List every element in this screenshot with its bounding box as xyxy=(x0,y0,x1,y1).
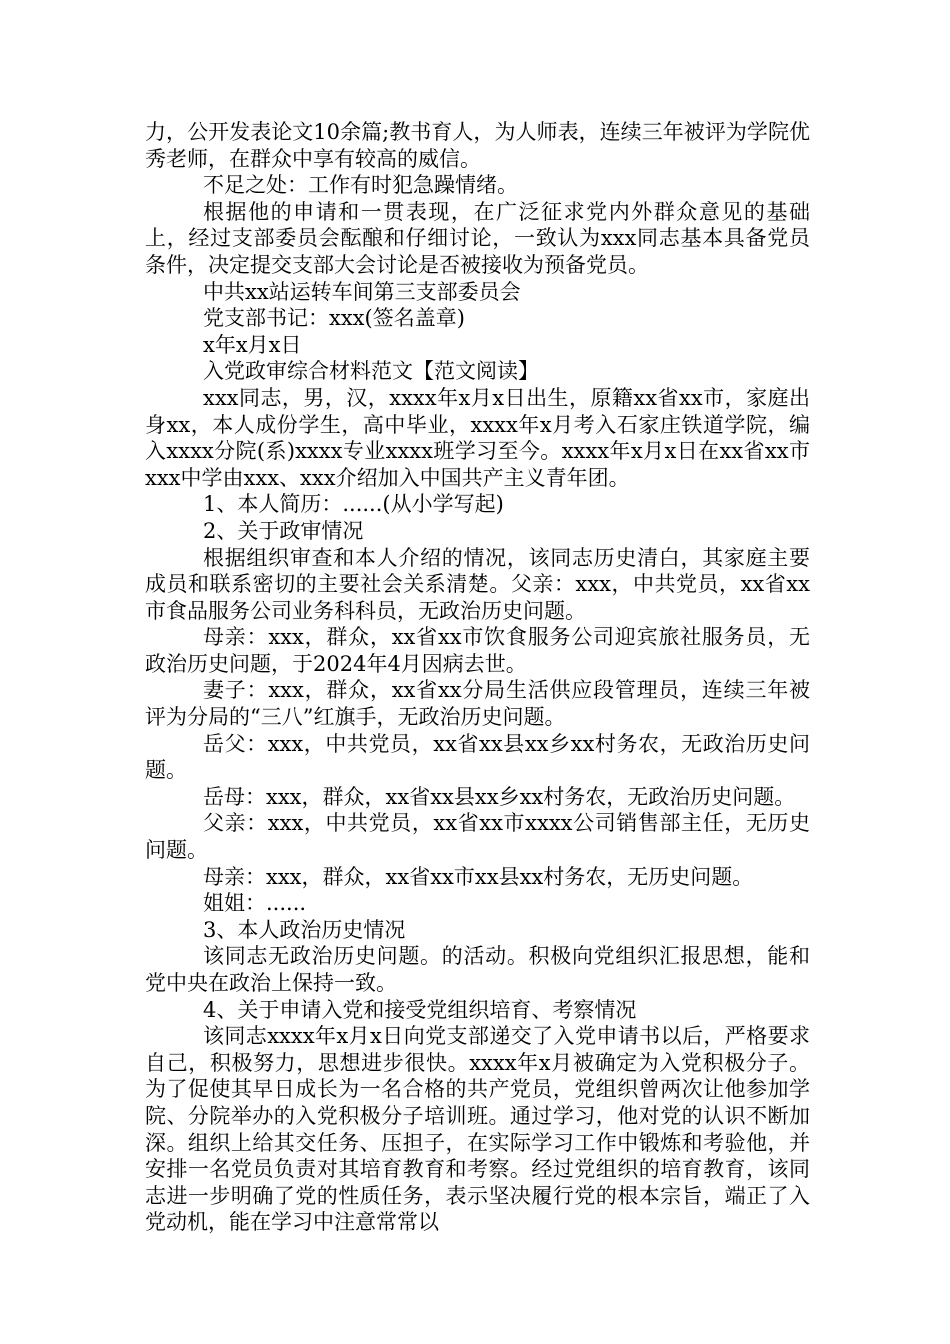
paragraph-continuation: 力，公开发表论文10余篇;教书育人，为人师表，连续三年被评为学院优秀老师，在群众中享有较高的威信。 xyxy=(145,120,810,171)
committee-name: 中共xx站运转车间第三支部委员会 xyxy=(203,279,521,304)
family-sister: 姐姐：...... xyxy=(203,891,307,916)
family-father-in-law: 岳父：xxx，中共党员，xx省xx县xx乡xx村务农，无政治历史问题。 xyxy=(145,731,810,783)
family-mother: 母亲：xxx，群众，xx省xx市饮食服务公司迎宾旅社服务员，无政治历史问题，于2024年4月因病去世。 xyxy=(145,625,810,676)
paragraph-review-result: 根据组织审查和本人介绍的情况，该同志历史清白，其家庭主要成员和联系密切的主要社会关系清楚。父亲：xxx，中共党员，xx省xx市食品服务公司业务科科员，无政治历史问题。 xyxy=(145,545,810,623)
item-political-history: 3、本人政治历史情况 xyxy=(203,917,406,942)
paragraph-decision: 根据他的申请和一贯表现，在广泛征求党内外群众意见的基础上，经过支部委员会酝酿和仔细讨论，一致认为xxx同志基本具备党员条件，决定提交支部大会讨论是否被接收为预备党员。 xyxy=(145,199,810,277)
secretary-signature: 党支部书记：xxx(签名盖章) xyxy=(203,306,465,331)
family-father-2: 父亲：xxx，中共党员，xx省xx市xxxx公司销售部主任，无历史问题。 xyxy=(145,811,810,863)
document-body xyxy=(145,119,810,1236)
section-title: 入党政审综合材料范文【范文阅读】 xyxy=(203,359,539,384)
item-political-review: 2、关于政审情况 xyxy=(203,518,364,543)
paragraph-political-history: 该同志无政治历史问题。的活动。积极向党组织汇报思想，能和党中央在政治上保持一致。 xyxy=(145,944,810,995)
family-wife: 妻子：xxx，群众，xx省xx分局生活供应段管理员，连续三年被评为分局的“三八”红旗手，无政治历史问题。 xyxy=(145,678,810,730)
family-mother-in-law: 岳母：xxx，群众，xx省xx县xx乡xx村务农，无政治历史问题。 xyxy=(203,784,796,809)
paragraph-shortcomings: 不足之处：工作有时犯急躁情绪。 xyxy=(203,173,518,198)
paragraph-application: 该同志xxxx年x月x日向党支部递交了入党申请书以后，严格要求自己，积极努力，思想进步很快。xxxx年x月被确定为入党积极分子。为了促使其早日成长为一名合格的共产党员，党组织曾两次让他参加学院、分院举办的入党积极分子培训班。通过学习，他对党的认识不断加深。组织上给其交任务、压担子，在实际学习工作中锻炼和考验他，并安排一名党员负责对其培育教育和考察。经过党组织的培育教育，该同志进一步明确了党的性质任务，表示坚决履行党的根本宗旨，端正了入党动机，能在学习中注意常常以 xyxy=(145,1024,810,1235)
date-line: x年x月x日 xyxy=(203,332,302,357)
paragraph-profile: xxx同志，男，汉，xxxx年x月x日出生，原籍xx省xx市，家庭出身xx，本人成份学生，高中毕业，xxxx年x月考入石家庄铁道学院，编入xxxx分院(系)xxxx专业xxxx班学习至今。xxxx年x月x日在xx省xx市xxx中学由xxx、xxx介绍加入中国共产主义青年团。 xyxy=(145,385,810,490)
item-resume: 1、本人简历：......(从小学写起) xyxy=(203,492,504,517)
item-application: 4、关于申请入党和接受党组织培育、考察情况 xyxy=(203,997,637,1022)
family-mother-2: 母亲：xxx，群众，xx省xx市xx县xx村务农，无历史问题。 xyxy=(203,864,754,889)
